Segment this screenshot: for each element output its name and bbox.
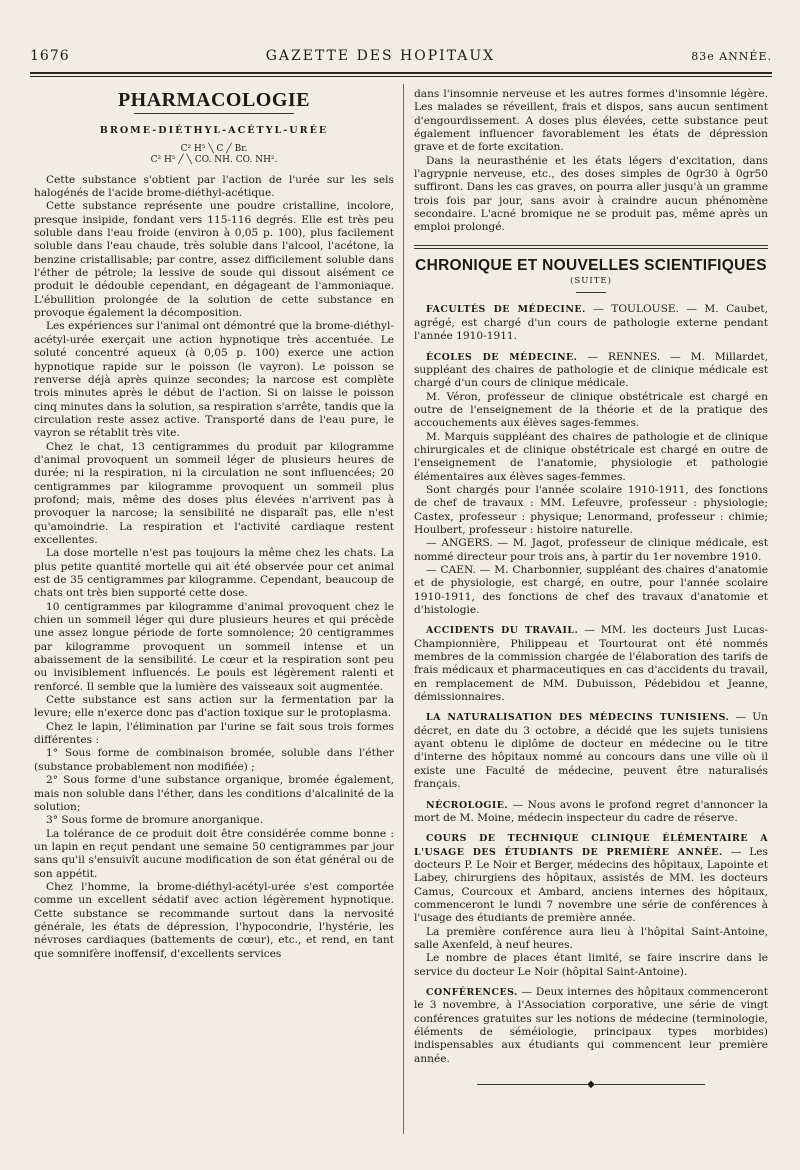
news-entry-cours	[414, 832, 768, 979]
issue-label: 83e ANNÉE.	[691, 50, 772, 63]
entry-text: — MM. les docteurs Just Lucas-Championnière, Philippeau et Tourtourat ont été nommés membres de la commission chargée de l'élaboration des tarifs de frais médicaux et pharmaceutiques en cas d'accidents du travail, en remplacement de MM. Dubuisson, Pédebidou et Jeanne, démissionnaires.	[414, 624, 768, 704]
entry-text: Le nombre de places étant limité, se faire inscrire dans le service du docteur Le Noir (hôpital Saint-Antoine).	[414, 952, 768, 978]
entry-heading: COURS DE TECHNIQUE CLINIQUE ÉLÉMENTAIRE A L'USAGE DES ÉTUDIANTS DE PREMIÈRE ANNÉE.	[414, 833, 768, 858]
news-entry-facultes	[414, 303, 768, 343]
entry-text: — Deux internes des hôpitaux commenceront le 3 novembre, à l'Association corporative, une série de vingt conférences gratuites sur les notions de médecine (terminologie, éléments de séméiologie, principaux types morbides) indispensables aux étudiants qui commencent leur première année.	[414, 985, 768, 1065]
formula-line-2: C² H⁵ ╱ ╲ CO. NH. CO. NH².	[150, 154, 278, 165]
entry-text: — Les docteurs P. Le Noir et Berger, médecins des hôpitaux, Lapointe et Labey, chirurgiens des hôpitaux, assistés de MM. les docteurs Camus, Courcoux et Ambard, anciens internes des hôpitaux, commenceront le lundi 7 novembre une série de conférences à l'usage des étudiants de première année.	[414, 845, 768, 925]
header-rule	[30, 72, 772, 74]
entry-text: La première conférence aura lieu à l'hôpital Saint-Antoine, salle Axenfeld, à neuf heures.	[414, 925, 768, 951]
paragraph: Cette substance s'obtient par l'action de l'urée sur les sels halogénés de l'acide brome-diéthyl-acétique.	[34, 173, 394, 200]
news-entry-accidents	[414, 624, 768, 704]
paragraph: 3° Sous forme de bromure anorganique.	[46, 814, 264, 827]
paragraph: Chez le chat, 13 centigrammes du produit par kilogramme d'animal provoquent un sommeil léger de plusieurs heures de durée; ni la respiration, ni la circulation ne sont influencées; 20 centigrammes par kilogramme provoquent un sommeil plus profond; mais, même des doses plus élevées n'arrivent pas à provoquer la narcose; la sensibilité ne disparaît pas, elle n'est qu'amoindrie. La respiration et l'activité cardiaque restent excellentes.	[34, 440, 394, 546]
section-divider	[134, 113, 294, 114]
paragraph: Chez l'homme, la brome-diéthyl-acétyl-urée s'est comportée comme un excellent sédatif avec action légèrement hypnotique. Cette substance se recommande surtout dans la nervosité générale, les états de dépression, l'hypocondrie, l'hystérie, les névroses cardiaques (battements de cœur), etc., et rend, en tant que somnifère inoffensif, d'excellents services	[34, 880, 394, 960]
entry-heading: NÉCROLOGIE.	[426, 799, 509, 811]
entry-heading: CONFÉRENCES.	[426, 986, 518, 998]
news-entry-conferences	[414, 986, 768, 1066]
entry-text: — TOULOUSE. — M. Caubet, agrégé, est chargé d'un cours de pathologie externe pendant l'année 1910-1911.	[414, 303, 768, 343]
section-divider	[576, 292, 606, 293]
entry-heading: FACULTÉS DE MÉDECINE.	[426, 304, 586, 316]
page-header	[30, 48, 772, 70]
paragraph: Dans la neurasthénie et les états légers d'excitation, dans l'agrypnie nerveuse, etc., des doses simples de 0gr30 à 0gr50 suffiront. Dans les cas graves, on pourra aller jusqu'à un gramme trois fois par jour, sans avoir à craindre aucun phénomène secondaire. L'acné bromique ne se produit pas, même après un emploi prolongé.	[414, 154, 768, 234]
entry-text: — Nous avons le profond regret d'annoncer la mort de M. Moine, médecin inspecteur du cadre de réserve.	[414, 798, 769, 824]
entry-text: — CAEN. — M. Charbonnier, suppléant des chaires d'anatomie et de physiologie, est chargé, en outre, pour l'année scolaire 1910-1911, des fonctions de chef des travaux d'anatomie et d'histologie.	[414, 564, 768, 617]
entry-text: — ANGERS. — M. Jagot, professeur de clinique médicale, est nommé directeur pour trois ans, à partir du 1er novembre 1910.	[414, 537, 768, 563]
paragraph: Chez le lapin, l'élimination par l'urine se fait sous trois formes différentes :	[34, 720, 394, 747]
entry-text: Sont chargés pour l'année scolaire 1910-1911, des fonctions de chef de travaux : MM. Lefeuvre, professeur : physiologie; Castex, professeur : physique; Lenormand, professeur : chimie; Houlbert, professeur : histoire naturelle.	[414, 483, 768, 536]
entry-text: — Un décret, en date du 3 octobre, a décidé que les sujets tunisiens ayant obtenu le diplôme de docteur en médecine ou le titre d'interne des hôpitaux nommé au concours dans une ville où il existe une Faculté de médecine, peuvent être naturalisés français.	[414, 711, 768, 791]
section-subtitle: (SUITE)	[570, 276, 612, 287]
paragraph: La dose mortelle n'est pas toujours la même chez les chats. La plus petite quantité mortelle qui ait été observée pour cet animal est de 35 centigrammes par kilogramme. Cependant, beaucoup de chats ont très bien supporté cette dose.	[34, 547, 394, 600]
section-separator	[414, 245, 768, 249]
section-title-pharmacologie: PHARMACOLOGIE	[117, 89, 311, 111]
paragraph: Les expériences sur l'animal ont démontré que la brome-diéthyl-acétyl-urée exerçait une action hypnotique très accentuée. Le soluté concentré aqueux (à 0,05 p. 100) exerce une action hypnotique rapide sur le poisson (le vayron). Le poisson se renverse déjà après quinze secondes; la narcose est complète trois minutes après le début de l'action. Si on laisse le poisson cinq minutes dans la solution, sa respiration s'arrête, tandis que la circulation reste assez active. Transporté dans de l'eau pure, le vayron se rétablit très vite.	[34, 320, 394, 440]
entry-heading: ÉCOLES DE MÉDECINE.	[426, 351, 578, 363]
column-divider	[403, 84, 404, 1134]
paragraph: 1° Sous forme de combinaison bromée, soluble dans l'éther (substance probablement non modifiée) ;	[34, 747, 394, 773]
news-entry-naturalisation	[414, 711, 768, 791]
news-entry-ecoles	[414, 351, 768, 618]
paragraph: 2° Sous forme d'une substance organique, bromée également, mais non soluble dans l'éther, dans les conditions d'alcalinité de la solution;	[34, 774, 394, 813]
compound-title: BROME-DIÉTHYL-ACÉTYL-URÉE	[99, 125, 329, 137]
paragraph: Cette substance est sans action sur la fermentation par la levure; elle n'exerce donc pas d'action toxique sur le protoplasma.	[34, 694, 394, 720]
paragraph: 10 centigrammes par kilogramme d'animal provoquent chez le chien un sommeil léger qui dure plusieurs heures et qui précède une assez longue période de forte somnolence; 20 centigrammes par kilogramme provoquent un sommeil intense et un abaissement de la sensibilité. Le cœur et la respiration sont peu ou invisiblement influencés. Le pouls est légèrement ralenti et renforcé. Il semble que la lumière des vaisseaux soit augmentée.	[34, 600, 394, 693]
entry-heading: ACCIDENTS DU TRAVAIL.	[426, 625, 579, 637]
entry-text: M. Marquis suppléant des chaires de pathologie et de clinique chirurgicales et de clinique obstétricale est chargé en outre de l'enseignement de l'anatomie, physiologie et pathologie élémentaires aux élèves sages-femmes.	[414, 430, 768, 483]
entry-text: — RENNES. — M. Millardet, suppléant des chaires de pathologie et de clinique médicale est chargé d'un cours de clinique médicale.	[414, 350, 768, 390]
entry-heading: LA NATURALISATION DES MÉDECINS TUNISIENS.	[426, 712, 730, 724]
page-number: 1676	[30, 48, 70, 64]
section-title-chronique: CHRONIQUE ET NOUVELLES SCIENTIFIQUES	[415, 256, 767, 274]
paragraph: La tolérance de ce produit doit être considérée comme bonne : un lapin en reçut pendant une semaine 50 centigrammes par jour sans qu'il s'ensuivît aucune modification de son état général ou de son appétit.	[34, 827, 394, 880]
end-ornament: ◆	[414, 1078, 768, 1091]
left-column	[34, 88, 394, 961]
journal-title: GAZETTE DES HOPITAUX	[265, 48, 496, 64]
header-rule-thin	[30, 76, 772, 77]
paragraph: Cette substance représente une poudre cristalline, incolore, presque insipide, fondant vers 115-116 degrés. Elle est très peu soluble dans l'eau froide (environ à 0,05 p. 100), plus facilement soluble dans l'eau chaude, très soluble dans l'alcool, l'acétone, la benzine cristallisable; par contre, assez difficilement soluble dans l'éther de pétrole; la lessive de soude qui dissout aisément ce produit le dédouble cependant, en dégageant de l'ammoniaque. L'ébullition prolongée de la solution de cette substance en provoque également la décomposition.	[34, 200, 394, 320]
entry-text: M. Véron, professeur de clinique obstétricale est chargé en outre de l'enseignement de la théorie et de la pratique des accouchements aux élèves sages-femmes.	[414, 390, 768, 430]
news-entry-necrologie	[414, 799, 768, 826]
right-column	[414, 88, 768, 1091]
chemical-formula	[34, 144, 394, 166]
paragraph-continued: dans l'insomnie nerveuse et les autres formes d'insomnie légère. Les malades se réveillent, frais et dispos, sans aucun sentiment d'engourdissement. A doses plus élevées, cette substance peut également influencer favorablement les états de dépression grave et de forte excitation.	[414, 88, 768, 154]
formula-line-1: C² H⁵ ╲ C ╱ Br.	[180, 143, 248, 154]
